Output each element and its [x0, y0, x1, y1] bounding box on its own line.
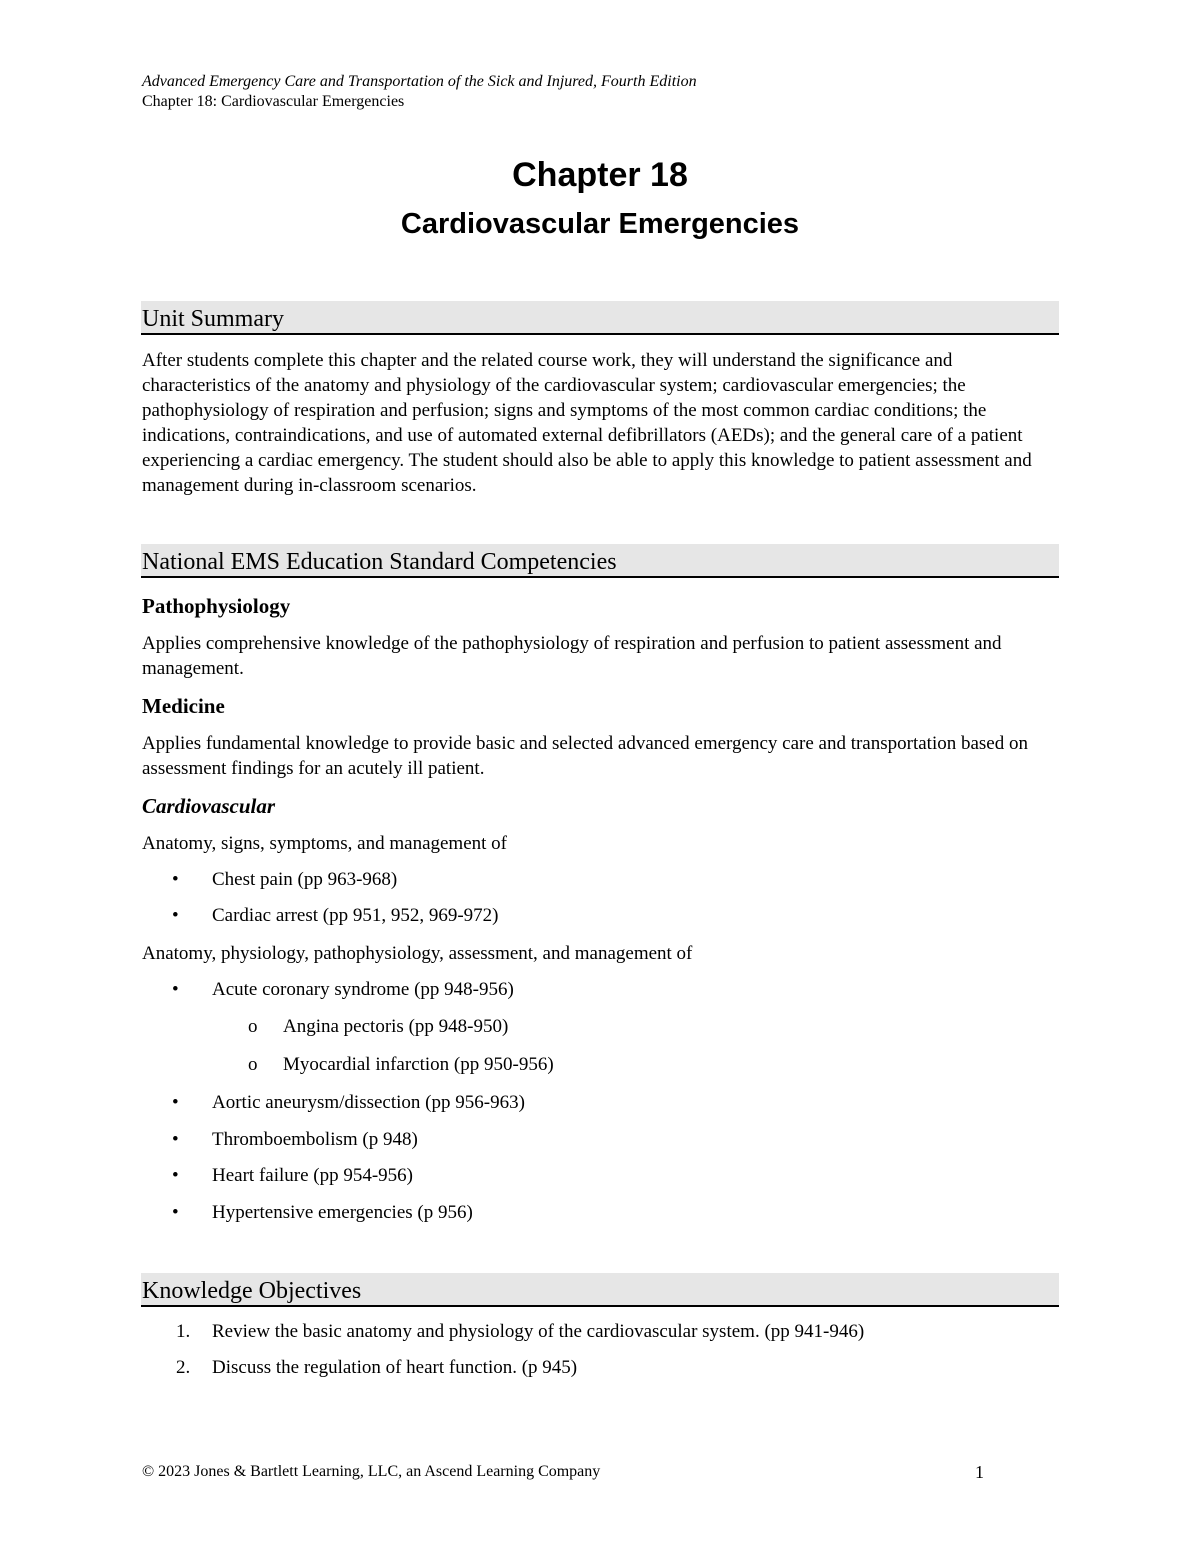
pathophysiology-text: Applies comprehensive knowledge of the pathophysiology of respiration and perfusion to patient assessment and management. — [142, 633, 1002, 679]
objective-number: 1. — [176, 1321, 191, 1342]
bullet-marker: • — [172, 1202, 179, 1223]
sub-list-item — [248, 1015, 508, 1039]
unit-summary-text: After students complete this chapter and the related course work, they will understand the significance and characteristics of the anatomy and physiology of the cardiovascular system; cardiovascular emergencies; the pathophysiology of respiration and perfusion; signs and symptoms of the most common cardiac conditions; the indications, contraindications, and use of automated external defibrillators (AEDs); and the general care of a patient experiencing a cardiac emergency. The student should also be able to apply this knowledge to patient assessment and management during in-classroom scenarios. — [142, 350, 1032, 496]
list-item — [172, 1201, 473, 1225]
copyright-footer: © 2023 Jones & Bartlett Learning, LLC, an Ascend Learning Company — [142, 1463, 601, 1480]
objective-text: Review the basic anatomy and physiology of the cardiovascular system. (pp 941-946) — [212, 1321, 865, 1342]
list-item — [172, 1164, 413, 1188]
objective-item — [176, 1320, 864, 1344]
medicine-subheading: Medicine — [142, 694, 225, 718]
chapter-title: Cardiovascular Emergencies — [400, 208, 800, 240]
list-item — [172, 1128, 418, 1152]
chapter-line: Chapter 18: Cardiovascular Emergencies — [142, 93, 405, 110]
sub-bullet-marker: o — [248, 1054, 258, 1075]
bullet-marker: • — [172, 1129, 179, 1150]
sub-list-item — [248, 1053, 554, 1077]
list-item-text: Hypertensive emergencies (p 956) — [212, 1202, 473, 1223]
sub-list-item-text: Myocardial infarction (pp 950-956) — [283, 1054, 554, 1075]
list-item-text: Chest pain (pp 963-968) — [212, 869, 398, 890]
objective-text: Discuss the regulation of heart function. (p 945) — [212, 1357, 578, 1378]
cardiovascular-intro-2: Anatomy, physiology, pathophysiology, assessment, and management of — [142, 943, 693, 964]
bullet-marker: • — [172, 869, 179, 890]
objective-item — [176, 1356, 577, 1380]
pathophysiology-subheading: Pathophysiology — [142, 594, 291, 618]
cardiovascular-intro-1: Anatomy, signs, symptoms, and management of — [142, 833, 507, 854]
cardiovascular-subheading: Cardiovascular — [142, 794, 276, 818]
chapter-number: Chapter 18 — [512, 156, 688, 194]
list-item — [172, 868, 397, 892]
running-header — [142, 72, 697, 112]
list-item — [172, 978, 514, 1002]
bullet-marker: • — [172, 1092, 179, 1113]
unit-summary-heading: Unit Summary — [141, 301, 1059, 335]
sub-list-item-text: Angina pectoris (pp 948-950) — [283, 1016, 509, 1037]
list-item-text: Cardiac arrest (pp 951, 952, 969-972) — [212, 905, 499, 926]
list-item-text: Thromboembolism (p 948) — [212, 1129, 418, 1150]
competencies-heading: National EMS Education Standard Competencies — [141, 544, 1059, 578]
book-title: Advanced Emergency Care and Transportation of the Sick and Injured, Fourth Edition — [142, 73, 697, 90]
list-item-text: Aortic aneurysm/dissection (pp 956-963) — [212, 1092, 525, 1113]
medicine-text: Applies fundamental knowledge to provide basic and selected advanced emergency care and transportation based on assessment findings for an acutely ill patient. — [142, 733, 1028, 779]
page-number: 1 — [975, 1462, 984, 1482]
list-item — [172, 1091, 525, 1115]
bullet-marker: • — [172, 979, 179, 1000]
list-item — [172, 904, 499, 928]
list-item-text: Heart failure (pp 954-956) — [212, 1165, 414, 1186]
knowledge-objectives-heading: Knowledge Objectives — [141, 1273, 1059, 1307]
objective-number: 2. — [176, 1357, 191, 1378]
bullet-marker: • — [172, 905, 179, 926]
list-item-text: Acute coronary syndrome (pp 948-956) — [212, 979, 514, 1000]
sub-bullet-marker: o — [248, 1016, 258, 1037]
bullet-marker: • — [172, 1165, 179, 1186]
